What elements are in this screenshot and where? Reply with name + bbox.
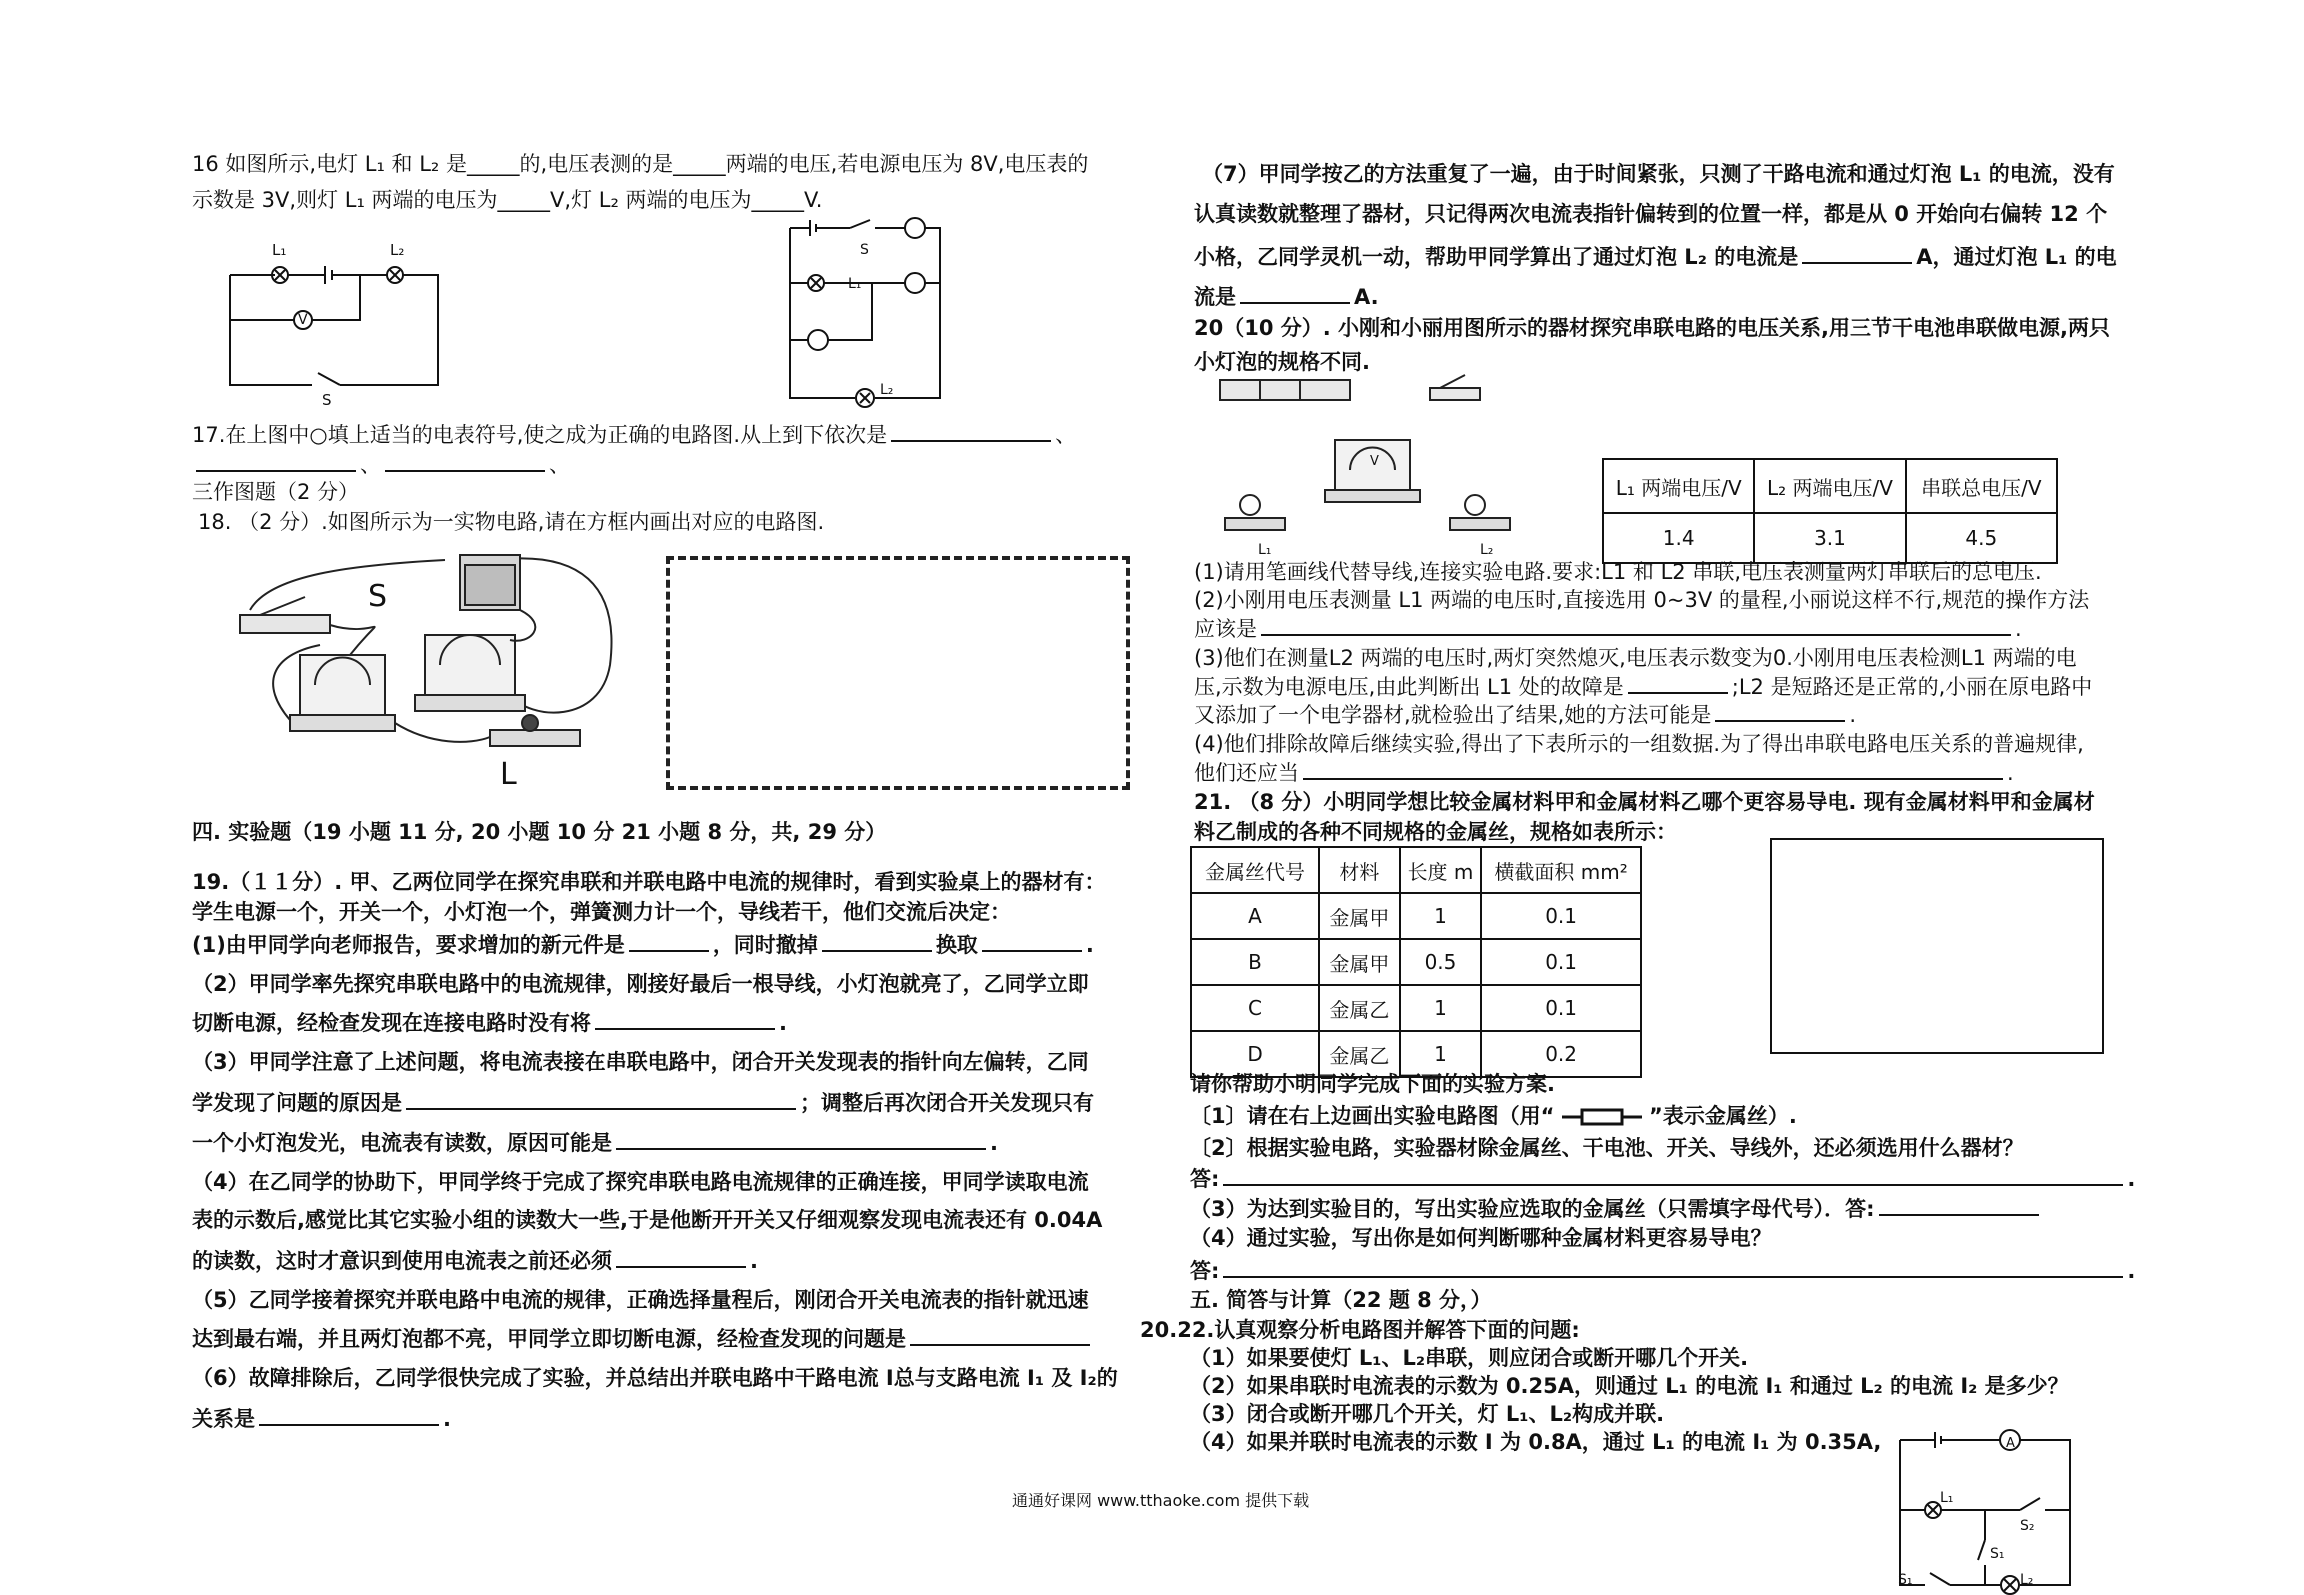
- wire-spec-header: 材料: [1319, 847, 1400, 893]
- fig20-label-l1: L₁: [1258, 542, 1272, 558]
- q19-7-text-d2: A.: [1354, 285, 1379, 309]
- q21-ans1-blank[interactable]: [1223, 1164, 2123, 1186]
- fig20-label-l2: L₂: [1480, 542, 1494, 558]
- fig16-label-l2: L₂: [390, 241, 405, 259]
- wire-spec-cell: A: [1191, 893, 1319, 939]
- q17-line1: [192, 420, 1076, 449]
- resistor-wire-icon: [1562, 1107, 1642, 1127]
- wire-spec-cell: 1: [1400, 1031, 1481, 1077]
- wire-spec-header-row: [1191, 847, 1641, 893]
- voltage-table-header: 串联总电压/V: [1906, 459, 2057, 513]
- fig16-label-s: S: [322, 391, 332, 409]
- q19-2-text: 切断电源，经检查发现在连接电路时没有将: [192, 1011, 591, 1035]
- q19-1-text-b: ，同时撤掉: [712, 933, 818, 957]
- q19-part3-line3: 一个小灯泡发光，电流表有读数，原因可能是 .: [192, 1128, 998, 1157]
- wire-spec-cell: 0.1: [1481, 939, 1641, 985]
- q20-3-blank-1[interactable]: [1628, 672, 1728, 694]
- q19-3-blank-2[interactable]: [616, 1128, 986, 1150]
- q19-3-blank-1[interactable]: [406, 1088, 796, 1110]
- q19-part5-line1: （5）乙同学接着探究并联电路中电流的规律，正确选择量程后，刚闭合开关电流表的指针就迅速: [192, 1288, 1089, 1312]
- q17-blank-3[interactable]: [385, 450, 545, 472]
- q19-1-blank-3[interactable]: [982, 930, 1082, 952]
- physical-circuit-figure-18: [230, 545, 630, 765]
- wire-spec-header: 金属丝代号: [1191, 847, 1319, 893]
- voltage-table-header: L₁ 两端电压/V: [1603, 459, 1754, 513]
- wire-spec-cell: 金属乙: [1319, 985, 1400, 1031]
- q19-part6-line2: 关系是 .: [192, 1404, 451, 1433]
- q19-part6-line1: （6）故障排除后，乙同学很快完成了实验，并总结出并联电路中干路电流 I总与支路电流 I₁ 及 I₂的: [192, 1366, 1118, 1390]
- q19-3-text-d: 一个小灯泡发光，电流表有读数，原因可能是: [192, 1131, 612, 1155]
- q21-ans1-label: 答:: [1190, 1167, 1220, 1191]
- q19-part4-line2: 表的示数后,感觉比其它实验小组的读数大一些,于是他断开开关又仔细观察发现电流表还有 0.04A: [192, 1208, 1103, 1232]
- voltage-table-cell: 4.5: [1906, 513, 2057, 563]
- fig20-label-v: V: [1370, 454, 1379, 469]
- q21-line1: 21. （8 分）小明同学想比较金属材料甲和金属材料乙哪个更容易导电. 现有金属材料甲和金属材: [1194, 790, 2095, 814]
- q19-4-blank[interactable]: [616, 1246, 746, 1268]
- q19-part2-line1: （2）甲同学率先探究串联电路中的电流规律，刚接好最后一根导线，小灯泡就亮了，乙同学立即: [192, 972, 1089, 996]
- wire-spec-cell: 金属乙: [1319, 1031, 1400, 1077]
- wire-spec-cell: 0.1: [1481, 893, 1641, 939]
- section-3-title: 三作图题（2 分）: [192, 480, 360, 504]
- q19-2-blank[interactable]: [595, 1008, 775, 1030]
- answer-box-21[interactable]: [1770, 838, 2104, 1054]
- q20-3-blank-2[interactable]: [1715, 700, 1845, 722]
- q21-answer-line-2: 答: .: [1190, 1256, 2135, 1285]
- q22-title: 20.22.认真观察分析电路图并解答下面的问题:: [1140, 1318, 1580, 1342]
- q21-line3: 请你帮助小明同学完成下面的实验方案.: [1190, 1072, 1555, 1096]
- wire-spec-cell: 0.5: [1400, 939, 1481, 985]
- q19-4-text: 的读数，这时才意识到使用电流表之前还必须: [192, 1249, 612, 1273]
- q20-3-text-b: 压,示数为电源电压,由此判断出 L1 处的故障是: [1194, 675, 1624, 699]
- wire-spec-cell: B: [1191, 939, 1319, 985]
- wire-spec-cell: 0.2: [1481, 1031, 1641, 1077]
- answer-dashed-box-18[interactable]: [666, 556, 1130, 790]
- wire-spec-header: 长度 m: [1400, 847, 1481, 893]
- voltage-table-header: L₂ 两端电压/V: [1754, 459, 1905, 513]
- q21-line2: 料乙制成的各种不同规格的金属丝，规格如表所示：: [1194, 820, 1677, 844]
- circuit-figure-16: [220, 230, 450, 400]
- q19-part3-line1: （3）甲同学注意了上述问题，将电流表接在串联电路中，闭合开关发现表的指针向左偏转，乙同: [192, 1050, 1089, 1074]
- q21-answer-line-1: 答: .: [1190, 1164, 2135, 1193]
- q20-part3-line3: 又添加了一个电学器材,就检验出了结果,她的方法可能是 .: [1194, 700, 1856, 729]
- q19-part7-line3: [1194, 242, 2117, 271]
- fig22-label-l1: L₁: [1940, 1490, 1954, 1506]
- wire-spec-row: [1191, 985, 1641, 1031]
- q19-1-text-a: (1)由甲同学向老师报告，要求增加的新元件是: [192, 933, 625, 957]
- q22-part4: （4）如果并联时电流表的示数 I 为 0.8A，通过 L₁ 的电流 I₁ 为 0.35A,: [1190, 1430, 1882, 1454]
- q17-sep-1: 、: [1055, 423, 1077, 447]
- q19-line1: 19.（１１分）. 甲、乙两位同学在探究串联和并联电路中电流的规律时，看到实验桌上的器材有：: [192, 870, 1106, 894]
- q19-7-blank-2[interactable]: [1240, 282, 1350, 304]
- voltage-table-cell: 1.4: [1603, 513, 1754, 563]
- wire-spec-cell: 金属甲: [1319, 893, 1400, 939]
- voltage-table-cell: 3.1: [1754, 513, 1905, 563]
- q19-6-text: 关系是: [192, 1407, 255, 1431]
- q20-line1: 20（10 分）. 小刚和小丽用图所示的器材探究串联电路的电压关系,用三节干电池串联做电源,两只: [1194, 316, 2110, 340]
- q19-part7-line4: [1194, 282, 1379, 311]
- q21-part2: 〔2〕根据实验电路，实验器材除金属丝、干电池、开关、导线外，还必须选用什么器材？: [1190, 1136, 2024, 1160]
- wire-spec-table: [1190, 846, 1642, 1078]
- wire-spec-cell: 1: [1400, 893, 1481, 939]
- q17-blank-2[interactable]: [196, 450, 356, 472]
- q19-part1: (1)由甲同学向老师报告，要求增加的新元件是 ，同时撤掉 换取 .: [192, 930, 1094, 959]
- q20-part3-line1: (3)他们在测量L2 两端的电压时,两灯突然熄灭,电压表示数变为0.小刚用电压表检测L1 两端的电: [1194, 646, 2077, 670]
- wire-spec-row: [1191, 939, 1641, 985]
- wire-spec-cell: 1: [1400, 985, 1481, 1031]
- q17-blank-1[interactable]: [891, 420, 1051, 442]
- q21-ans2-label: 答:: [1190, 1259, 1220, 1283]
- q17-line2: [192, 450, 570, 479]
- wire-spec-cell: C: [1191, 985, 1319, 1031]
- q20-part2-line2: 应该是 .: [1194, 614, 2022, 643]
- q19-1-blank-1[interactable]: [629, 930, 709, 952]
- q19-1-text-c: 换取: [935, 933, 978, 957]
- q20-4-text: 他们还应当: [1194, 761, 1299, 785]
- q20-part1: (1)请用笔画线代替导线,连接实验电路.要求:L1 和 L2 串联,电压表测量两灯串联后的总电压.: [1194, 560, 2042, 584]
- q19-part5-line2: [192, 1324, 1094, 1353]
- q17-sep-3: 、: [549, 453, 570, 477]
- fig22-label-s1: S₁: [1898, 1572, 1913, 1588]
- q21-part3: [1190, 1194, 2043, 1223]
- q19-part4-line3: 的读数，这时才意识到使用电流表之前还必须 .: [192, 1246, 758, 1275]
- q19-5-text: 达到最右端，并且两灯泡都不亮，甲同学立即切断电源，经检查发现的问题是: [192, 1327, 906, 1351]
- q16-line2: 示数是 3V,则灯 L₁ 两端的电压为_____V,灯 L₂ 两端的电压为_____V.: [192, 188, 823, 212]
- q20-part4-line2: 他们还应当 .: [1194, 758, 2014, 787]
- q19-part4-line1: （4）在乙同学的协助下，甲同学终于完成了探究串联电路电流规律的正确连接，甲同学读取电流: [192, 1170, 1089, 1194]
- q22-part2: （2）如果串联时电流表的示数为 0.25A，则通过 L₁ 的电流 I₁ 和通过 L₂ 的电流 I₂ 是多少？: [1190, 1374, 2069, 1398]
- fig22-label-s1-middle: S₁: [1990, 1546, 2005, 1562]
- q19-6-blank[interactable]: [259, 1404, 439, 1426]
- fig16-label-l1: L₁: [272, 241, 287, 259]
- wire-spec-cell: 0.1: [1481, 985, 1641, 1031]
- q20-3-text-c: 又添加了一个电学器材,就检验出了结果,她的方法可能是: [1194, 703, 1712, 727]
- wire-spec-header: 横截面积 mm²: [1481, 847, 1641, 893]
- section-4-title: 四. 实验题（19 小题 11 分, 20 小题 10 分 21 小题 8 分，共, 29 分）: [192, 820, 887, 844]
- q19-part7-line1: （7）甲同学按乙的方法重复了一遍，由于时间紧张，只测了干路电流和通过灯泡 L₁ 的电流，没有: [1202, 162, 2115, 186]
- voltage-table-row: [1603, 513, 2057, 563]
- q21-part1: [1190, 1102, 1797, 1130]
- voltage-table-header-row: [1603, 459, 2057, 513]
- fig17-label-l1: L₁: [848, 276, 862, 292]
- q19-part3-line2: [192, 1088, 1094, 1117]
- q19-line2: 学生电源一个，开关一个，小灯泡一个，弹簧测力计一个，导线若干，他们交流后决定：: [192, 900, 1011, 924]
- q19-3-text-b: 学发现了问题的原因是: [192, 1091, 402, 1115]
- q21-ans2-blank[interactable]: [1223, 1256, 2123, 1278]
- voltage-table: [1602, 458, 2058, 564]
- wire-spec-cell: 金属甲: [1319, 939, 1400, 985]
- wire-spec-cell: D: [1191, 1031, 1319, 1077]
- q20-2-blank[interactable]: [1261, 614, 2011, 636]
- q19-7-text-c2: A，通过灯泡 L₁ 的电: [1916, 245, 2117, 269]
- q19-7-text-d: 流是: [1194, 285, 1236, 309]
- q18-text: 18. （2 分）.如图所示为一实物电路,请在方框内画出对应的电路图.: [198, 510, 825, 534]
- q20-line2: 小灯泡的规格不同.: [1194, 350, 1370, 374]
- section-5-title: 五. 简答与计算（22 题 8 分，）: [1190, 1288, 1492, 1312]
- q21-3-blank[interactable]: [1879, 1194, 2039, 1216]
- q17-text: 17.在上图中○填上适当的电表符号,使之成为正确的电路图.从上到下依次是: [192, 423, 888, 447]
- q17-sep-2: 、: [360, 453, 381, 477]
- q21-part4: （4）通过实验，写出你是如何判断哪种金属材料更容易导电？: [1190, 1226, 1772, 1250]
- q20-2-text: 应该是: [1194, 617, 1257, 641]
- q19-1-blank-2[interactable]: [822, 930, 932, 952]
- q19-part2-line2: 切断电源，经检查发现在连接电路时没有将 .: [192, 1008, 787, 1037]
- fig17-label-s: S: [860, 242, 869, 258]
- fig16-label-v: V: [298, 312, 308, 328]
- q22-part3: （3）闭合或断开哪几个开关，灯 L₁、L₂构成并联.: [1190, 1402, 1665, 1426]
- wire-spec-row: [1191, 893, 1641, 939]
- q20-part2-line1: (2)小刚用电压表测量 L1 两端的电压时,直接选用 0~3V 的量程,小丽说这样不行,规范的操作方法: [1194, 588, 2090, 612]
- q20-3-text-b2: ;L2 是短路还是正常的,小丽在原电路中: [1731, 675, 2093, 699]
- fig17-label-l2: L₂: [880, 382, 894, 398]
- q19-7-blank-1[interactable]: [1802, 242, 1912, 264]
- q19-part7-line2: 认真读数就整理了器材，只记得两次电流表指针偏转到的位置一样，都是从 0 开始向右偏转 12 个: [1194, 202, 2108, 226]
- page-footer: 通通好课网 www.tthaoke.com 提供下载: [1012, 1491, 1310, 1510]
- q19-5-blank[interactable]: [910, 1324, 1090, 1346]
- q19-3-text-c: ；调整后再次闭合开关发现只有: [800, 1091, 1094, 1115]
- q19-7-text-c: 小格，乙同学灵机一动，帮助甲同学算出了通过灯泡 L₂ 的电流是: [1194, 245, 1799, 269]
- q21-3-text: （3）为达到实验目的，写出实验应选取的金属丝（只需填字母代号）．答:: [1190, 1197, 1875, 1221]
- fig18-label-s: S: [368, 579, 388, 614]
- fig22-label-l2: L₂: [2020, 1572, 2034, 1588]
- q20-4-blank[interactable]: [1303, 758, 2003, 780]
- q20-part4-line1: (4)他们排除故障后继续实验,得出了下表所示的一组数据.为了得出串联电路电压关系的普遍规律,: [1194, 732, 2084, 756]
- fig22-label-s2: S₂: [2020, 1518, 2035, 1534]
- q21-1-text-b: ”表示金属丝）.: [1649, 1104, 1797, 1128]
- q21-1-text-a: 〔1〕请在右上边画出实验电路图（用“: [1190, 1104, 1555, 1128]
- q20-part3-line2: [1194, 672, 2092, 701]
- fig18-label-l: L: [500, 757, 517, 792]
- q22-part1: （1）如果要使灯 L₁、L₂串联，则应闭合或断开哪几个开关.: [1190, 1346, 1749, 1370]
- fig22-label-a: A: [2006, 1436, 2015, 1451]
- q16-line1: 16 如图所示,电灯 L₁ 和 L₂ 是_____的,电压表测的是_____两端的电压,若电源电压为 8V,电压表的: [192, 152, 1089, 176]
